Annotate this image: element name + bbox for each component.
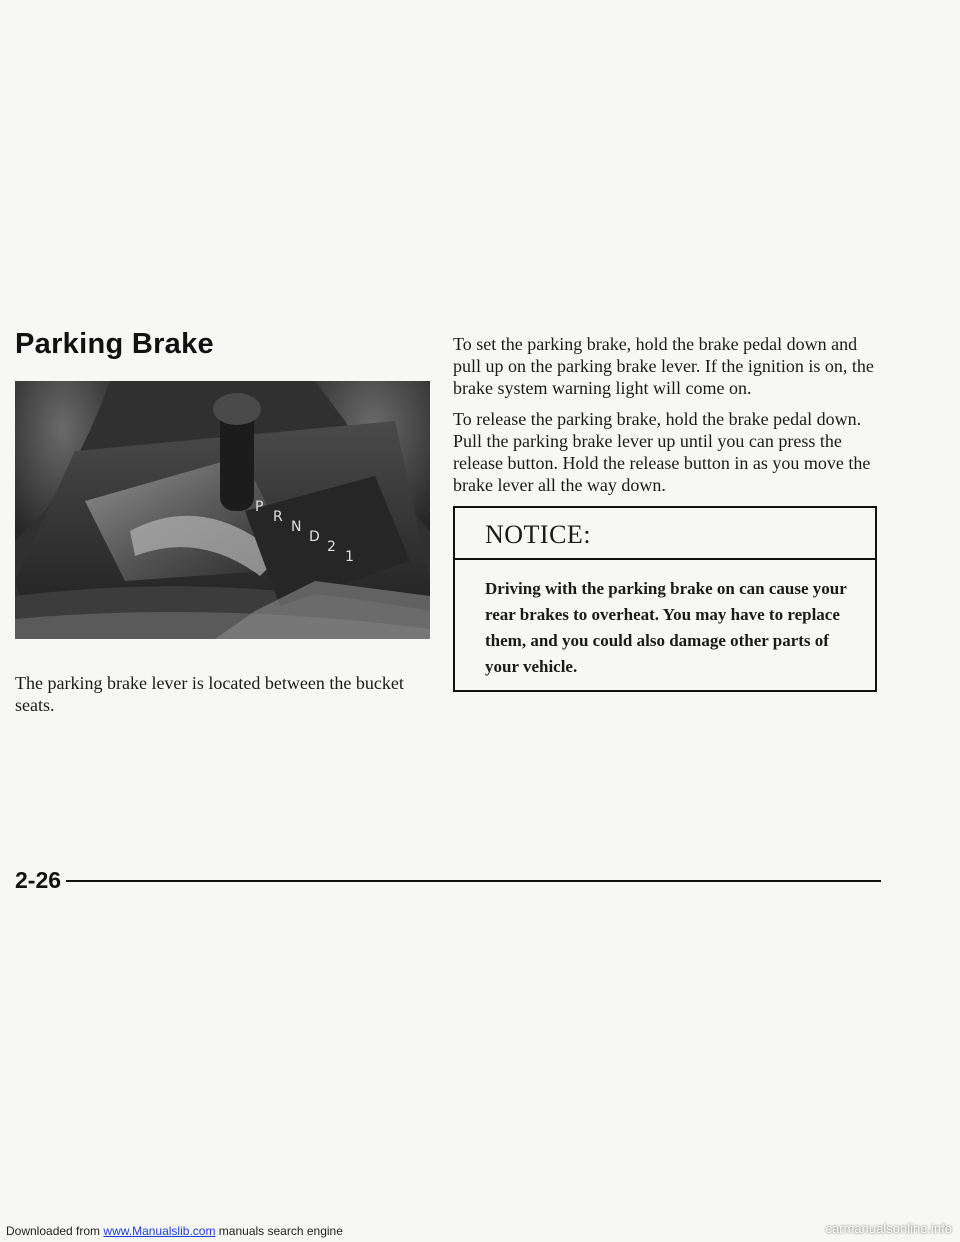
set-brake-paragraph: To set the parking brake, hold the brake pedal down and pull up on the parking brake lever. If the ignition is on, the brake system warning light will come on.	[453, 334, 874, 398]
notice-body: Driving with the parking brake on can cause your rear brakes to overheat. You may have to replace them, and you could also damage other parts of your vehicle.	[485, 579, 847, 676]
shift-letter-2: 2	[327, 539, 336, 555]
source-prefix: Downloaded from	[6, 1224, 101, 1238]
notice-heading: NOTICE:	[455, 508, 875, 560]
shift-letter-p: P	[255, 499, 264, 515]
shift-letter-d: D	[309, 529, 320, 545]
shift-letter-r: R	[273, 509, 283, 525]
page-number: 2-26	[15, 867, 62, 893]
shift-letter-n: N	[291, 519, 302, 535]
shift-letter-1: 1	[345, 549, 354, 565]
notice-box	[453, 506, 877, 692]
instructions-column	[453, 333, 883, 692]
manualslib-link[interactable]: www.Manualslib.com	[103, 1224, 216, 1238]
page-title: Parking Brake	[15, 328, 214, 360]
download-source	[6, 1224, 343, 1238]
photo-caption: The parking brake lever is located between the bucket seats.	[15, 673, 404, 715]
release-brake-paragraph: To release the parking brake, hold the brake pedal down. Pull the parking brake lever up until you can press the release button. Hold the release button in as you move the brake lever all the way down.	[453, 409, 871, 495]
site-watermark: carmanualsonline.info	[825, 1221, 952, 1236]
parking-brake-photo	[15, 381, 430, 639]
source-suffix: manuals search engine	[218, 1224, 343, 1238]
console-illustration	[15, 381, 430, 639]
footer-rule	[66, 880, 881, 882]
